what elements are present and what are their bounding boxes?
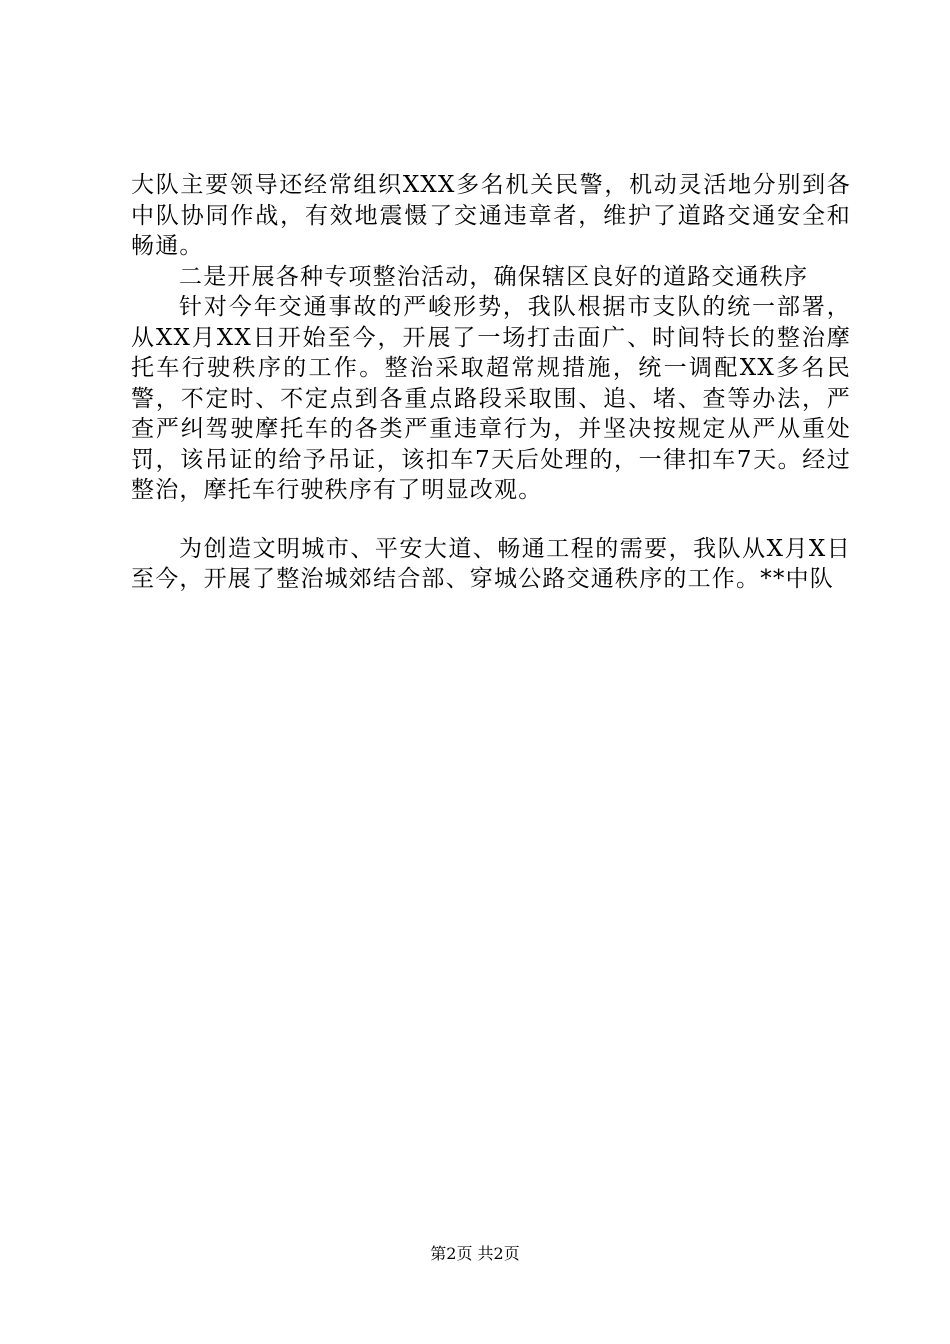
section-heading: 二是开展各种专项整治活动，确保辖区良好的道路交通秩序 — [179, 263, 809, 290]
paragraph-suburban-rectification: 为创造文明城市、平安大道、畅通工程的需要，我队从X月X日至今，开展了整治城郊结合部、穿城公路交通秩序的工作。**中队 — [131, 535, 851, 592]
document-body — [131, 170, 851, 595]
page-footer: 第2页 共2页 — [430, 1244, 520, 1263]
paragraph-continuation: 大队主要领导还经常组织XXX多名机关民警，机动灵活地分别到各中队协同作战，有效地震慑了交通违章者，维护了道路交通安全和畅通。 — [131, 172, 851, 259]
paragraph-motorcycle-rectification: 针对今年交通事故的严峻形势，我队根据市支队的统一部署，从XX月XX日开始至今，开展了一场打击面广、时间特长的整治摩托车行驶秩序的工作。整治采取超常规措施，统一调配XX多名民警，不定时、不定点到各重点路段采取围、追、堵、查等办法，严查严纠驾驶摩托车的各类严重违章行为，并坚决按规定从严从重处罚，该吊证的给予吊证，该扣车7天后处理的，一律扣车7天。经过整治，摩托车行驶秩序有了明显改观。 — [131, 294, 851, 503]
